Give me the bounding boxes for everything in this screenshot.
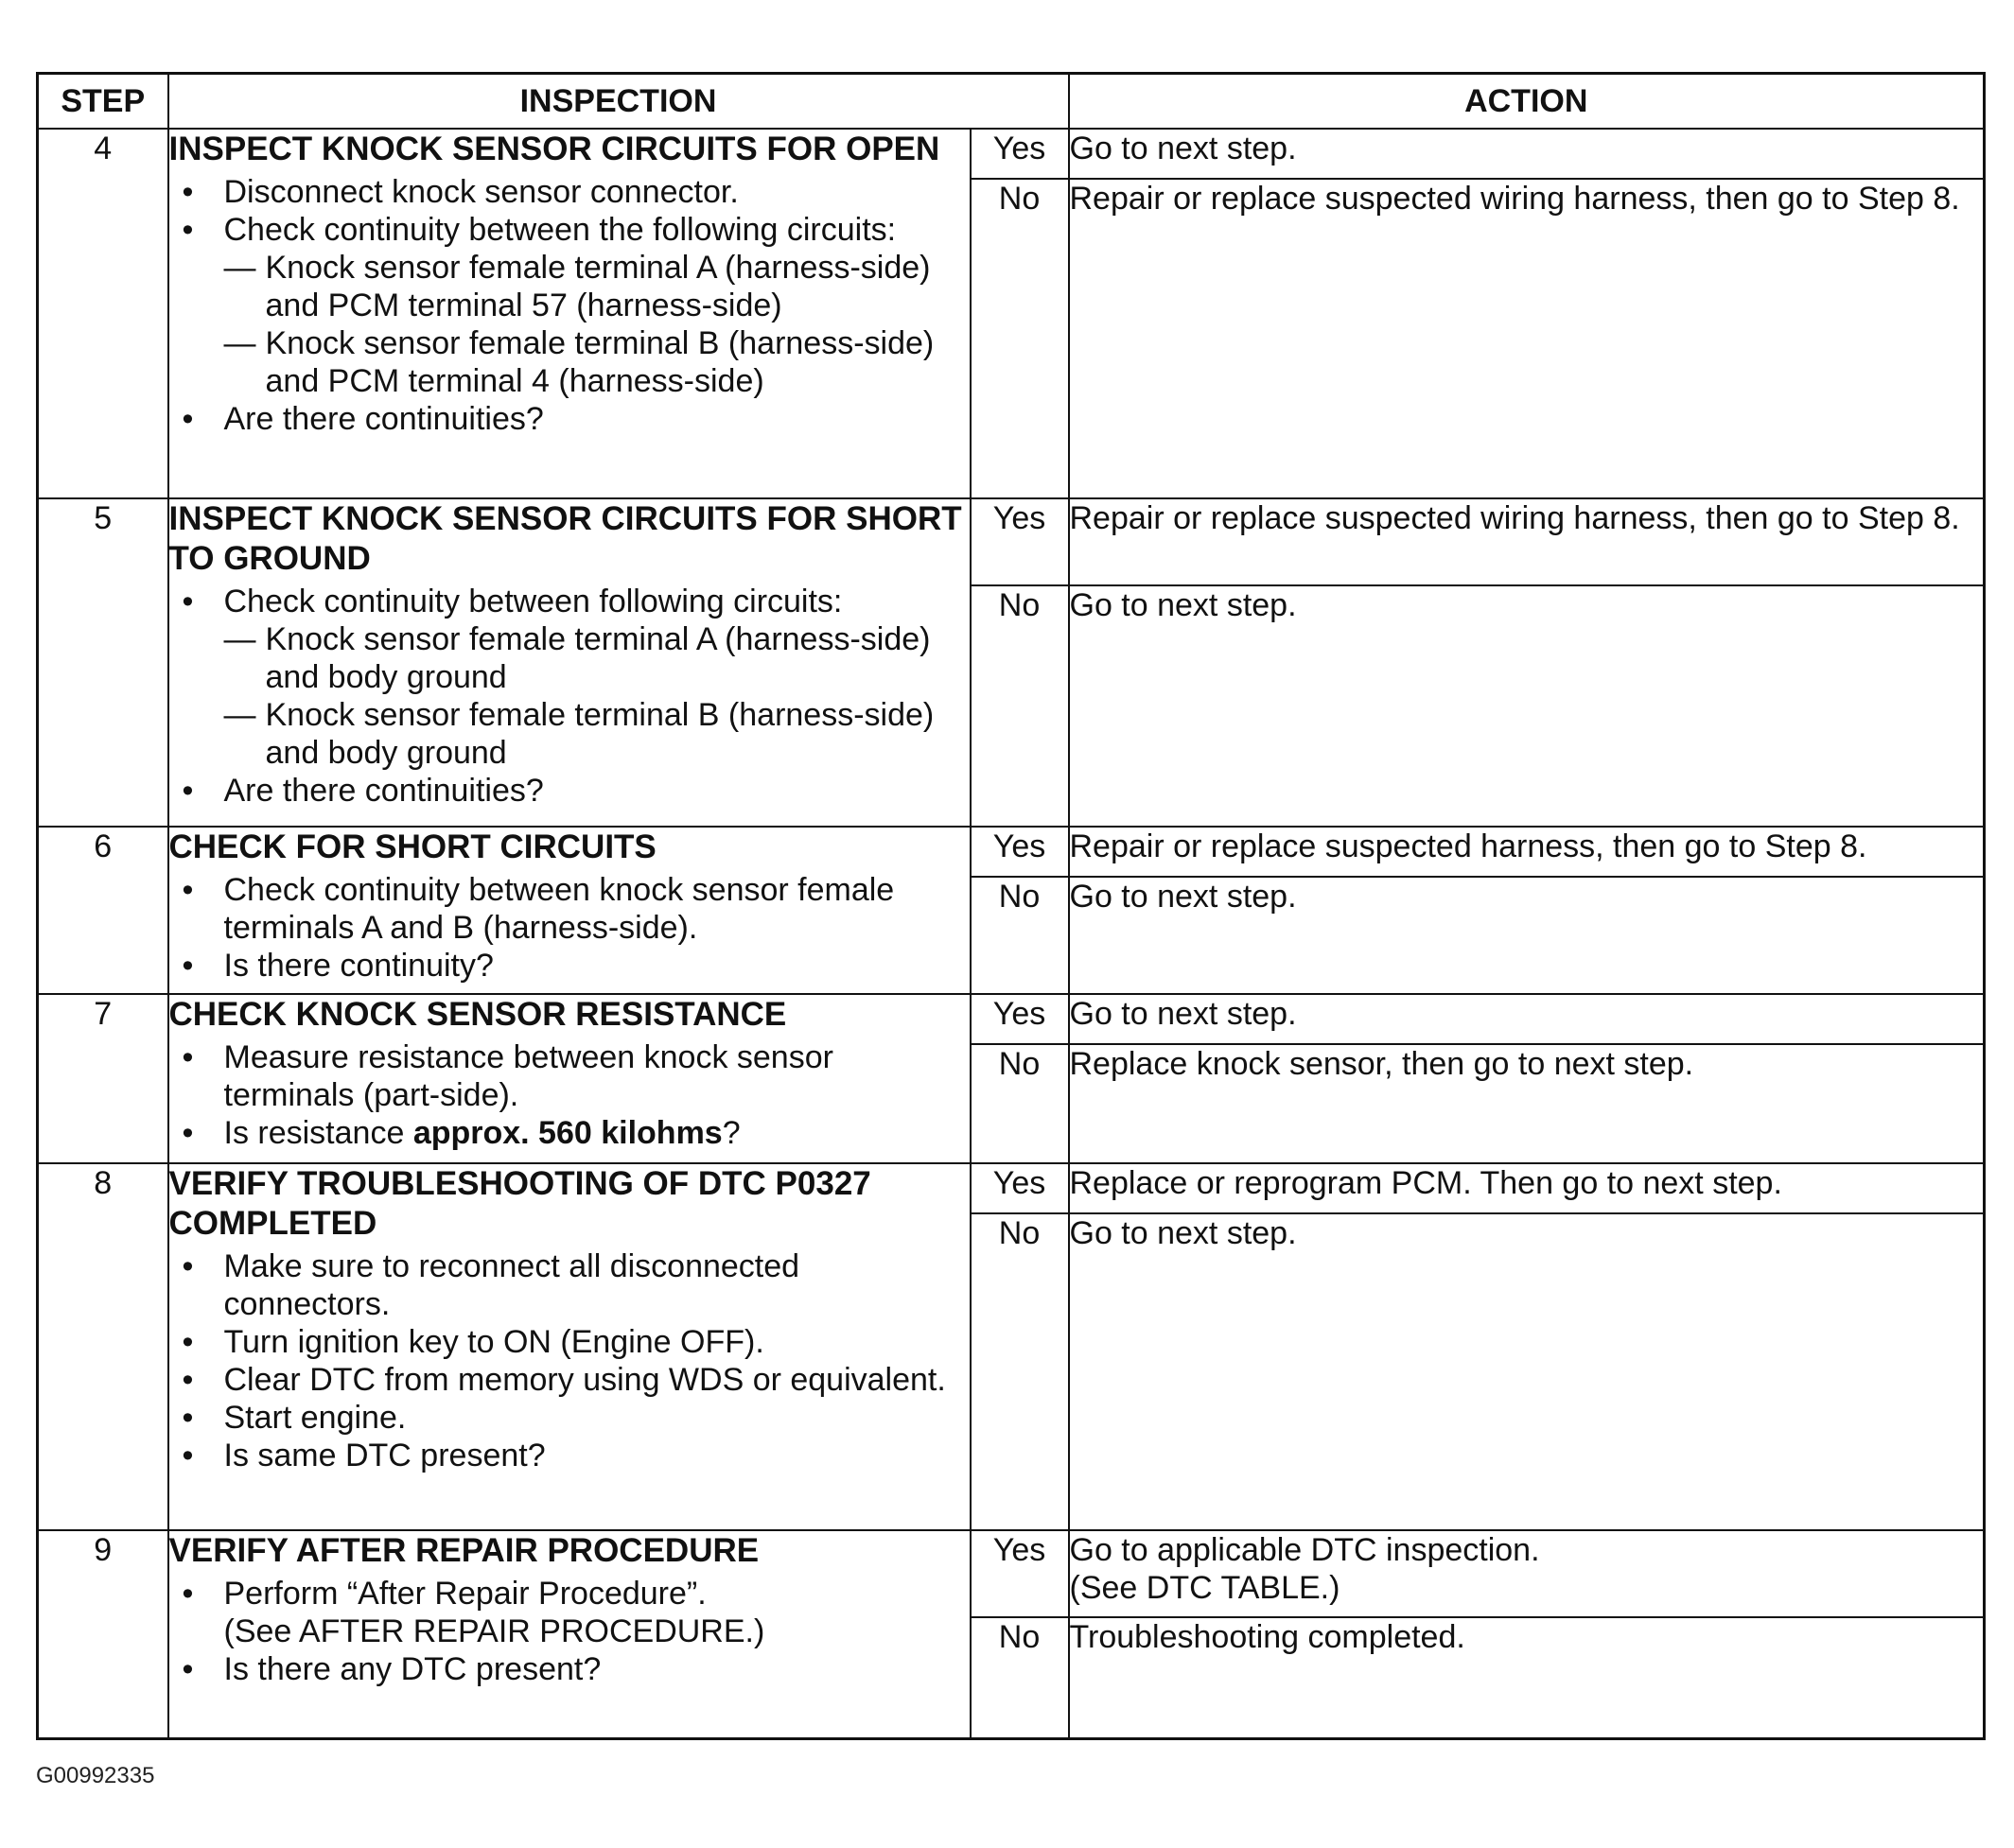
step-number: 7 (38, 994, 168, 1163)
bullet-item: • Disconnect knock sensor connector. (169, 173, 970, 211)
header-inspection: INSPECTION (168, 74, 1069, 130)
header-action: ACTION (1069, 74, 1985, 130)
yes-label: Yes (971, 498, 1069, 585)
bullet-list (169, 871, 970, 985)
step-row (38, 498, 1985, 585)
yes-action: Repair or replace suspected harness, then go to Step 8. (1069, 827, 1985, 877)
yes-action-line: (See DTC TABLE.) (1069, 1570, 1340, 1606)
step-number: 5 (38, 498, 168, 827)
bullet-item (169, 1114, 970, 1152)
inspection-title: VERIFY TROUBLESHOOTING OF DTC P0327 COMPLETED (168, 1165, 871, 1242)
inspection-title: CHECK FOR SHORT CIRCUITS (168, 828, 657, 865)
inspection-cell (168, 498, 971, 827)
inspection-cell (168, 1163, 971, 1530)
yes-action (1069, 1530, 1985, 1617)
bullet-item: • Is there any DTC present? (169, 1650, 970, 1688)
bullet-text: Check continuity between the following circuits: (223, 212, 897, 248)
bullet-item (169, 211, 970, 400)
step-row (38, 129, 1985, 179)
no-label: No (971, 1044, 1069, 1163)
figure-id: G00992335 (36, 1763, 155, 1788)
step-number: 8 (38, 1163, 168, 1530)
no-action: Troubleshooting completed. (1069, 1617, 1985, 1738)
no-label: No (971, 877, 1069, 994)
bullet-item: • Turn ignition key to ON (Engine OFF). (169, 1323, 970, 1361)
yes-action: Repair or replace suspected wiring harness, then go to Step 8. (1069, 498, 1985, 585)
step-row (38, 994, 1985, 1044)
bullet-item (169, 1575, 970, 1650)
bullet-text: Is resistance (223, 1115, 413, 1151)
bullet-list (169, 1575, 970, 1688)
no-action: Go to next step. (1069, 585, 1985, 827)
no-action: Go to next step. (1069, 1213, 1985, 1530)
no-label: No (971, 179, 1069, 498)
inspection-title: VERIFY AFTER REPAIR PROCEDURE (168, 1532, 760, 1569)
sub-item: — Knock sensor female terminal B (harness-side) and body ground (224, 696, 970, 772)
inspection-cell (168, 994, 971, 1163)
bullet-item: • Is same DTC present? (169, 1437, 970, 1474)
bullet-item: • Measure resistance between knock sensor terminals (part-side). (169, 1038, 970, 1114)
yes-label: Yes (971, 1530, 1069, 1617)
bullet-text: Check continuity between following circuits: (223, 584, 843, 619)
no-label: No (971, 1617, 1069, 1738)
step-number: 9 (38, 1530, 168, 1738)
yes-action: Replace or reprogram PCM. Then go to next step. (1069, 1163, 1985, 1213)
yes-action: Go to next step. (1069, 994, 1985, 1044)
header-row (38, 74, 1985, 130)
bullet-item: • Make sure to reconnect all disconnected connectors. (169, 1247, 970, 1323)
bullet-list (169, 1038, 970, 1152)
no-action: Replace knock sensor, then go to next step. (1069, 1044, 1985, 1163)
diagnostic-table (36, 72, 1986, 1740)
bullet-item: • Are there continuities? (169, 772, 970, 810)
sub-item: — Knock sensor female terminal B (harness-side) and PCM terminal 4 (harness-side) (224, 324, 970, 400)
no-label: No (971, 1213, 1069, 1530)
bullet-item: • Check continuity between knock sensor female terminals A and B (harness-side). (169, 871, 970, 947)
bullet-item (169, 583, 970, 772)
yes-label: Yes (971, 129, 1069, 179)
bullet-text: ? (722, 1115, 741, 1151)
header-step: STEP (38, 74, 168, 130)
yes-label: Yes (971, 827, 1069, 877)
sub-list (224, 249, 970, 400)
bullet-text: (See AFTER REPAIR PROCEDURE.) (223, 1613, 765, 1649)
bullet-list (169, 1247, 970, 1474)
bullet-list (169, 583, 970, 810)
inspection-title: CHECK KNOCK SENSOR RESISTANCE (168, 996, 787, 1033)
no-action: Repair or replace suspected wiring harness, then go to Step 8. (1069, 179, 1985, 498)
inspection-cell (168, 129, 971, 498)
step-number: 4 (38, 129, 168, 498)
sub-item: — Knock sensor female terminal A (harness-side) and body ground (224, 620, 970, 696)
inspection-cell (168, 1530, 971, 1738)
no-label: No (971, 585, 1069, 827)
sub-item: — Knock sensor female terminal A (harness-side) and PCM terminal 57 (harness-side) (224, 249, 970, 324)
yes-label: Yes (971, 1163, 1069, 1213)
inspection-title: INSPECT KNOCK SENSOR CIRCUITS FOR SHORT TO GROUND (168, 500, 962, 577)
step-row (38, 1530, 1985, 1617)
bullet-text: • Perform “After Repair Procedure”. (223, 1576, 707, 1612)
step-number: 6 (38, 827, 168, 994)
bullet-item: • Are there continuities? (169, 400, 970, 438)
yes-label: Yes (971, 994, 1069, 1044)
step-row (38, 827, 1985, 877)
bullet-item: • Is there continuity? (169, 947, 970, 985)
yes-action-line: Go to applicable DTC inspection. (1069, 1532, 1540, 1568)
bullet-item: • Clear DTC from memory using WDS or equivalent. (169, 1361, 970, 1399)
inspection-cell (168, 827, 971, 994)
step-row (38, 1163, 1985, 1213)
bullet-item: • Start engine. (169, 1399, 970, 1437)
bullet-list (169, 173, 970, 438)
sub-list (224, 620, 970, 772)
yes-action: Go to next step. (1069, 129, 1985, 179)
no-action: Go to next step. (1069, 877, 1985, 994)
resistance-spec: approx. 560 kilohms (412, 1115, 723, 1151)
inspection-title: INSPECT KNOCK SENSOR CIRCUITS FOR OPEN (168, 131, 940, 167)
